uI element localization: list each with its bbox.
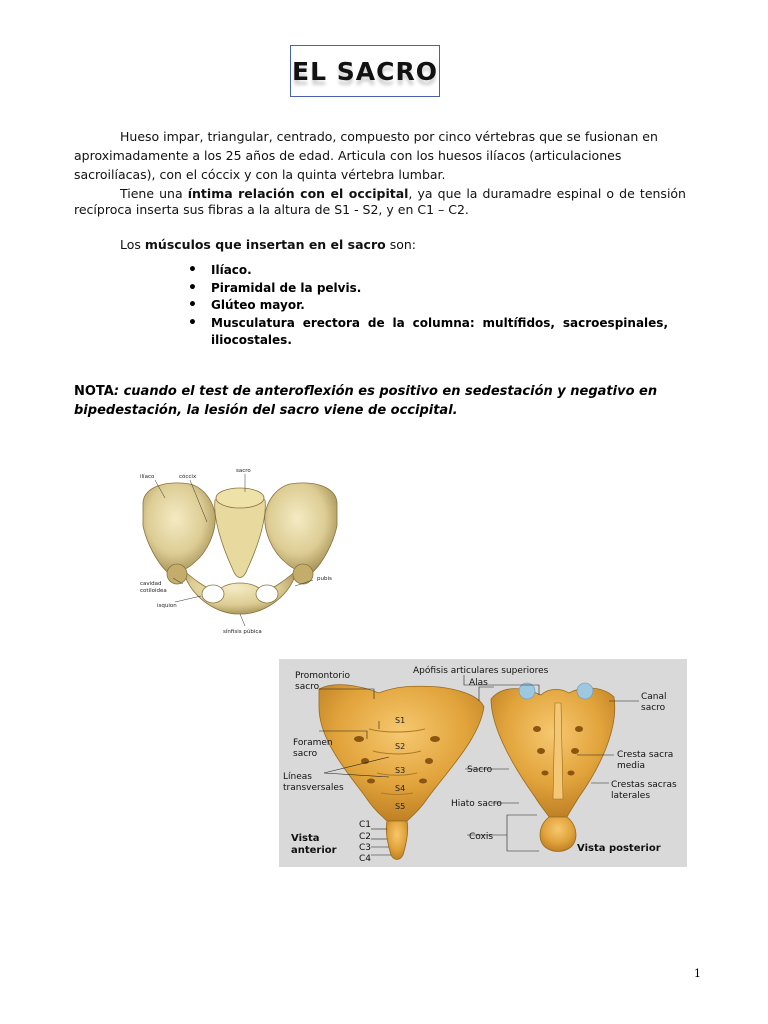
- right-ilium: [265, 483, 337, 573]
- posterior-coccyx: [540, 817, 576, 852]
- label-c3: C3: [359, 843, 372, 853]
- label-foramen-sacro: sacro: [293, 749, 318, 759]
- label-vista-anterior-2: anterior: [291, 845, 337, 856]
- sacrum-views-figure: [279, 659, 687, 867]
- label-pubis: pubis: [317, 576, 332, 582]
- label-s3: S3: [395, 766, 406, 775]
- pelvis-figure: [135, 462, 345, 637]
- label-sacro: sacro: [236, 468, 251, 474]
- label-vista-posterior: Vista posterior: [577, 843, 661, 854]
- label-sacro: Sacro: [467, 765, 493, 775]
- label-crestas-laterales-2: laterales: [611, 791, 651, 801]
- note: [74, 382, 674, 420]
- left-obturator-foramen: [202, 585, 224, 603]
- title-box: [290, 45, 440, 97]
- left-acetabulum: [167, 564, 187, 584]
- label-c1: C1: [359, 820, 372, 830]
- muscles-intro-a: Los: [120, 237, 145, 252]
- label-foramen: Foramen: [293, 738, 333, 748]
- anterior-coccyx: [386, 821, 407, 860]
- occipital-text-bold: íntima relación con el occipital: [187, 186, 409, 201]
- label-cavidad: cavidad: [140, 581, 162, 587]
- label-s4: S4: [395, 784, 406, 793]
- intro-paragraph: Hueso impar, triangular, centrado, compuesto por cinco vértebras que se fusionan en aproximadamente a los 25 años de edad. Articula con los huesos ilíacos (articulaciones sacroilíacas), con el cóccix y con la quinta vértebra lumbar.: [74, 129, 658, 182]
- label-iliaco: ilíaco: [140, 474, 155, 480]
- muscles-intro: [74, 235, 686, 254]
- list-item: • Musculatura erectora de la columna: multífidos, sacroespinales, iliocostales.: [188, 315, 668, 350]
- label-lineas-transversales: transversales: [283, 783, 344, 793]
- left-ilium: [143, 483, 215, 573]
- right-articular-facet: [577, 683, 593, 699]
- list-item: • Piramidal de la pelvis.: [188, 280, 668, 298]
- label-crestas-laterales: Crestas sacras: [611, 780, 677, 790]
- label-hiato: Hiato sacro: [451, 799, 502, 809]
- note-label: NOTA: [74, 384, 114, 399]
- label-canal-sacro: sacro: [641, 703, 666, 713]
- label-coxis: Coxis: [469, 832, 494, 842]
- lumbar-vertebra: [216, 488, 264, 508]
- occipital-text-c: , ya que la duramadre espinal o de tensión recíproca inserta sus fibras a la altura de S1 - S2, y en C1 – C2.: [74, 186, 686, 217]
- label-isquion: isquion: [157, 603, 177, 609]
- label-coccix: cóccix: [179, 474, 197, 480]
- right-obturator-foramen: [256, 585, 278, 603]
- muscles-intro-c: son:: [385, 237, 416, 252]
- occipital-text-a: Tiene una: [120, 186, 188, 201]
- label-alas: Alas: [469, 678, 488, 688]
- label-cotiloidea: cotiloidea: [140, 588, 167, 594]
- list-item: • Ilíaco.: [188, 262, 668, 280]
- muscles-list: [188, 262, 668, 350]
- label-s5: S5: [395, 802, 406, 811]
- label-canal: Canal: [641, 692, 667, 702]
- label-s2: S2: [395, 742, 406, 751]
- label-lineas: Líneas: [283, 772, 312, 782]
- label-s1: S1: [395, 716, 406, 725]
- page-number: 1: [694, 967, 701, 980]
- label-cresta-media-2: media: [617, 761, 646, 771]
- page-title: EL SACRO: [292, 56, 438, 86]
- label-promontorio-sacro: sacro: [295, 682, 320, 692]
- label-sinfisis: sínfisis púbica: [223, 629, 262, 635]
- label-promontorio: Promontorio: [295, 671, 350, 681]
- muscles-intro-bold: músculos que insertan en el sacro: [144, 237, 386, 252]
- median-crest: [553, 703, 563, 799]
- label-vista-anterior: Vista: [291, 833, 320, 844]
- label-c4: C4: [359, 854, 372, 864]
- occipital-paragraph: [74, 186, 686, 218]
- label-cresta-media: Cresta sacra: [617, 750, 674, 760]
- note-text: : cuando el test de anteroflexión es positivo en sedestación y negativo en bipedestación, la lesión del sacro viene de occipital.: [74, 384, 658, 418]
- label-c2: C2: [359, 832, 372, 842]
- label-apofisis: Apófisis articulares superiores: [413, 666, 549, 676]
- left-articular-facet: [519, 683, 535, 699]
- list-item: • Glúteo mayor.: [188, 297, 668, 315]
